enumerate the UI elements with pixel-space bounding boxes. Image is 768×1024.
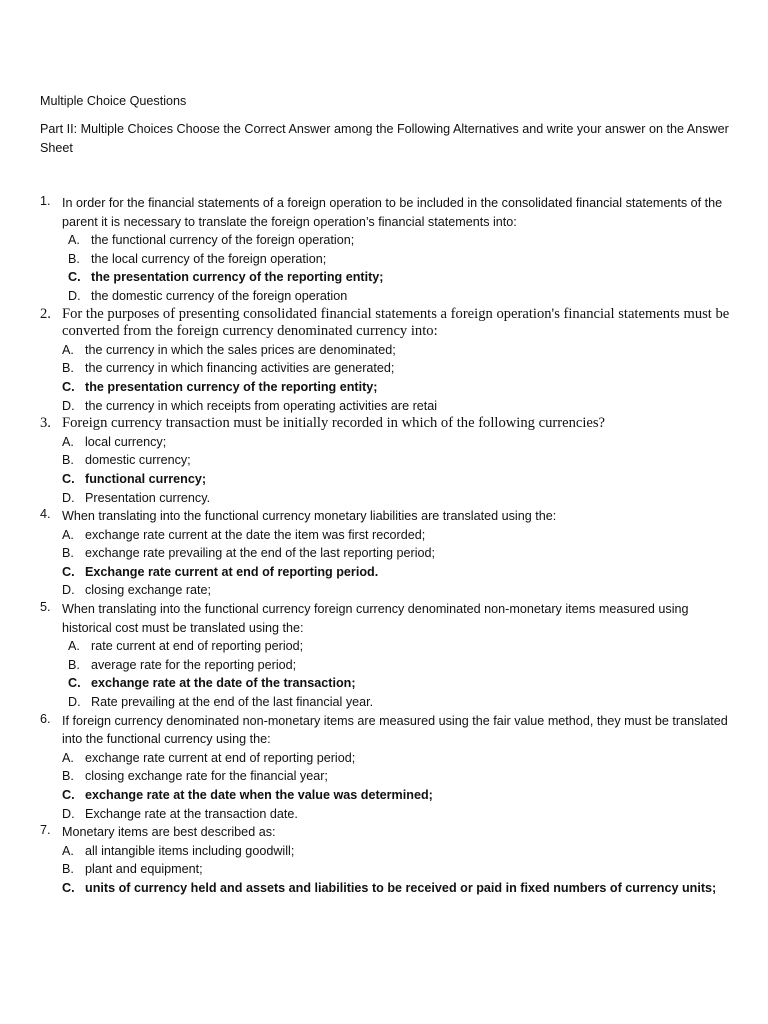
instructions-text: Part II: Multiple Choices Choose the Correct Answer among the Following Alternatives and write your answer on the Answer Sheet xyxy=(40,122,729,155)
option-letter: B. xyxy=(62,453,74,468)
option-letter: C. xyxy=(62,880,75,895)
option-a xyxy=(62,341,730,360)
option-text: the presentation currency of the reporting entity; xyxy=(91,270,384,285)
option-b xyxy=(62,544,730,563)
option-letter: B. xyxy=(62,862,74,877)
option-text: exchange rate current at end of reporting period; xyxy=(85,750,356,765)
option-c-correct xyxy=(62,378,730,397)
option-c-correct xyxy=(62,786,730,805)
option-a xyxy=(68,231,730,250)
question-text: When translating into the functional currency monetary liabilities are translated using the: xyxy=(62,509,557,524)
option-c-correct xyxy=(62,879,730,898)
question-1 xyxy=(40,194,730,306)
option-letter: B. xyxy=(68,657,80,672)
option-d xyxy=(62,805,730,824)
option-text: local currency; xyxy=(85,434,167,449)
option-list xyxy=(62,433,730,507)
option-letter: A. xyxy=(68,639,80,654)
option-letter: A. xyxy=(62,527,74,542)
question-number: 4. xyxy=(40,507,51,522)
option-letter: A. xyxy=(62,843,74,858)
question-number: 6. xyxy=(40,711,51,726)
question-text: Monetary items are best described as: xyxy=(62,825,276,840)
option-a xyxy=(62,749,730,768)
option-a xyxy=(62,526,730,545)
option-text: exchange rate at the date when the value was determined; xyxy=(85,788,433,802)
option-list xyxy=(62,341,730,415)
option-b xyxy=(68,656,730,675)
question-3 xyxy=(40,415,730,507)
option-letter: B. xyxy=(68,251,80,266)
question-4 xyxy=(40,507,730,600)
option-text: domestic currency; xyxy=(85,453,191,468)
option-letter: D. xyxy=(62,806,75,821)
option-letter: C. xyxy=(68,676,81,691)
option-text: Presentation currency. xyxy=(85,490,211,505)
option-b xyxy=(68,250,730,269)
option-text: exchange rate current at the date the item was first recorded; xyxy=(85,527,426,542)
option-text: exchange rate prevailing at the end of the last reporting period; xyxy=(85,546,436,561)
question-7 xyxy=(40,823,730,897)
option-b xyxy=(62,767,730,786)
option-letter: D. xyxy=(62,490,75,505)
document-body xyxy=(40,92,730,898)
question-number: 5. xyxy=(40,600,51,615)
question-text: Foreign currency transaction must be initially recorded in which of the following currencies? xyxy=(62,415,606,432)
option-list xyxy=(62,526,730,600)
option-letter: C. xyxy=(68,270,81,285)
option-letter: A. xyxy=(68,233,80,248)
question-number: 3. xyxy=(40,415,51,432)
option-text: the domestic currency of the foreign operation xyxy=(91,288,348,303)
option-text: average rate for the reporting period; xyxy=(91,657,297,672)
question-text: In order for the financial statements of a foreign operation to be included in the consolidated financial statements of the parent it is necessary to translate the foreign operation’s financial statements into: xyxy=(62,196,723,229)
question-number: 2. xyxy=(40,305,51,322)
question-6 xyxy=(40,712,730,824)
question-text: For the purposes of presenting consolidated financial statements a foreign operation's financial statements must be converted from the foreign currency denominated currency into: xyxy=(62,305,730,340)
option-text: the currency in which the sales prices are denominated; xyxy=(85,342,396,357)
question-2 xyxy=(40,306,730,416)
option-c-correct xyxy=(68,268,730,287)
question-text: When translating into the functional currency foreign currency denominated non-monetary items measured using historical cost must be translated using the: xyxy=(62,602,689,635)
option-text: the local currency of the foreign operation; xyxy=(91,251,327,266)
question-number: 7. xyxy=(40,823,51,838)
option-a xyxy=(62,433,730,452)
option-text: exchange rate at the date of the transaction; xyxy=(91,676,356,691)
option-text: units of currency held and assets and liabilities to be received or paid in fixed numbers of currency units; xyxy=(85,880,717,895)
option-text: Exchange rate at the transaction date. xyxy=(85,806,298,821)
option-text: plant and equipment; xyxy=(85,862,203,877)
option-letter: A. xyxy=(62,750,74,765)
option-letter: D. xyxy=(68,695,81,710)
option-d xyxy=(68,693,730,712)
option-d xyxy=(68,287,730,306)
document-heading: Multiple Choice Questions xyxy=(40,94,187,108)
option-text: all intangible items including goodwill; xyxy=(85,843,295,858)
question-number: 1. xyxy=(40,194,51,208)
option-letter: B. xyxy=(62,769,74,784)
option-list xyxy=(68,231,730,305)
option-letter: A. xyxy=(62,342,74,357)
option-letter: A. xyxy=(62,434,74,449)
option-letter: C. xyxy=(62,564,75,579)
option-text: functional currency; xyxy=(85,471,207,486)
option-list xyxy=(62,842,730,898)
option-list xyxy=(68,637,730,711)
option-text: rate current at end of reporting period; xyxy=(91,639,304,654)
option-letter: C. xyxy=(62,471,75,486)
option-b xyxy=(62,359,730,378)
option-c-correct xyxy=(68,674,730,693)
option-text: the currency in which receipts from operating activities are retai xyxy=(85,398,438,413)
option-text: the currency in which financing activities are generated; xyxy=(85,361,395,376)
option-d xyxy=(62,489,730,508)
option-c-correct xyxy=(62,470,730,489)
option-b xyxy=(62,451,730,470)
option-list xyxy=(62,749,730,823)
question-5 xyxy=(40,600,730,712)
option-letter: D. xyxy=(62,583,75,598)
option-text: the presentation currency of the reporting entity; xyxy=(85,379,378,394)
option-text: closing exchange rate; xyxy=(85,583,212,598)
option-text: closing exchange rate for the financial year; xyxy=(85,769,328,784)
option-a xyxy=(62,842,730,861)
option-d xyxy=(62,581,730,600)
option-letter: B. xyxy=(62,361,74,376)
option-b xyxy=(62,860,730,879)
option-letter: D. xyxy=(68,288,81,303)
option-c-correct xyxy=(62,563,730,582)
option-letter: B. xyxy=(62,546,74,561)
option-letter: C. xyxy=(62,379,75,394)
question-text: If foreign currency denominated non-monetary items are measured using the fair value method, they must be translated into the functional currency using the: xyxy=(62,713,728,747)
option-a xyxy=(68,637,730,656)
option-text: Exchange rate current at end of reporting period. xyxy=(85,564,379,579)
option-letter: D. xyxy=(62,398,75,413)
option-d xyxy=(62,397,730,416)
option-text: the functional currency of the foreign operation; xyxy=(91,233,355,248)
option-letter: C. xyxy=(62,788,75,802)
option-text: Rate prevailing at the end of the last financial year. xyxy=(91,695,374,710)
